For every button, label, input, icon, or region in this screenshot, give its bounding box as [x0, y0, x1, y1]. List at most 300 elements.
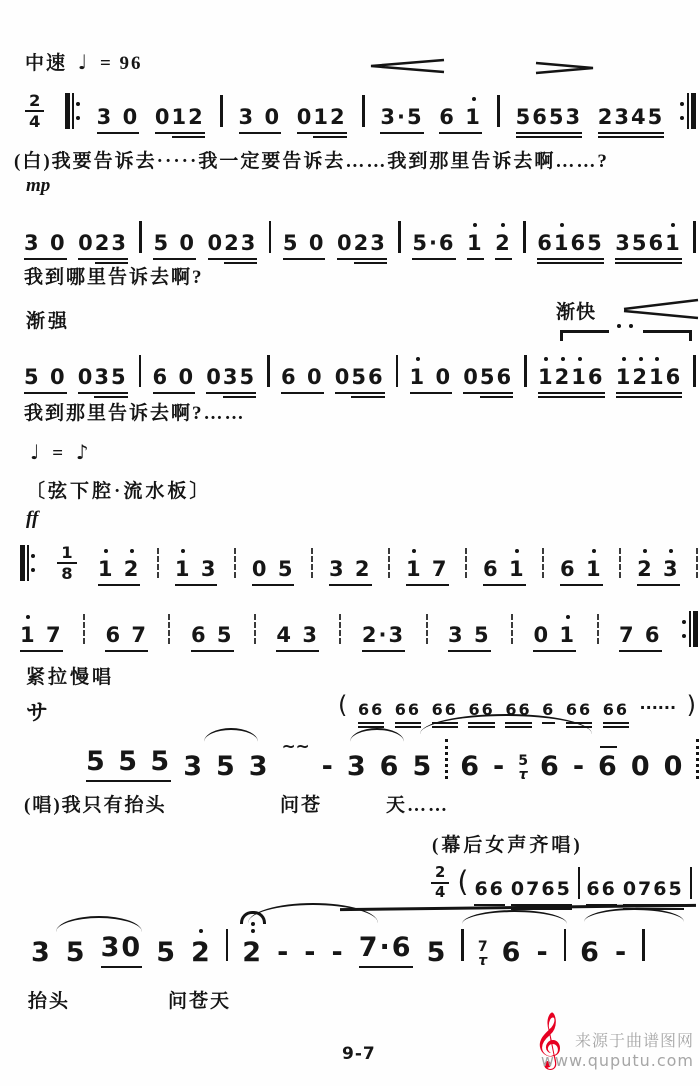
note-digit: 5	[426, 936, 448, 968]
note-digit: 5	[515, 104, 533, 129]
note-digit: 6	[565, 699, 579, 719]
barline	[642, 929, 645, 961]
note-digit	[269, 557, 278, 581]
note-digit: 6	[379, 750, 401, 782]
note-digit: 6	[438, 230, 456, 255]
barline	[362, 95, 365, 127]
note-digits	[580, 937, 601, 968]
note-digit: 1	[171, 104, 189, 129]
music-line-3	[24, 348, 696, 394]
barline-part	[27, 545, 29, 581]
note-digit: 1	[313, 104, 330, 129]
note-digit: 7	[638, 878, 654, 901]
parenthesis: (	[338, 691, 348, 719]
dashed-barline	[168, 614, 170, 644]
note-digits	[533, 623, 576, 652]
note-digit: 0	[622, 878, 639, 901]
note-digits	[502, 937, 523, 968]
grace-note-lower: τ	[518, 766, 528, 783]
note-digit: 6	[407, 699, 422, 719]
dashed-barline	[388, 548, 390, 578]
note	[24, 365, 67, 394]
note-digit: 5	[65, 936, 87, 968]
barline	[139, 221, 142, 253]
note	[322, 751, 335, 782]
note-digit: 6	[602, 699, 616, 719]
note	[98, 557, 141, 586]
note-digit: 1	[586, 557, 603, 581]
note-digits	[511, 879, 572, 906]
high-octave-dot	[639, 357, 643, 361]
high-octave-dot	[412, 549, 416, 553]
note-digits	[448, 623, 491, 652]
note-digit: -	[493, 750, 507, 782]
note	[412, 751, 433, 782]
dashed-barline	[234, 548, 236, 578]
note	[623, 878, 684, 906]
time-signature	[25, 92, 44, 130]
note	[97, 105, 140, 134]
note-digit: 5	[24, 364, 41, 389]
note-digit: 3	[615, 230, 632, 255]
note-digit: 3	[24, 230, 41, 255]
banqiang-label: 〔弦下腔·流水板〕	[26, 481, 212, 502]
note	[31, 937, 52, 968]
note-digit: -	[321, 750, 335, 782]
note	[463, 365, 480, 394]
note	[329, 557, 372, 586]
note-digit: 6	[537, 230, 554, 255]
note-digit	[456, 105, 465, 129]
high-octave-dot	[622, 357, 626, 361]
note-digits	[412, 751, 433, 782]
note-digit	[654, 557, 663, 581]
note-digits	[20, 623, 63, 652]
note-digit	[465, 623, 474, 647]
grace-note	[518, 755, 528, 782]
note-digits	[337, 231, 354, 260]
note	[619, 623, 662, 652]
note-digit: 6	[615, 699, 629, 719]
note-digit: 7	[358, 931, 380, 963]
note-digit: 7	[431, 556, 449, 581]
note-digit: 0	[251, 556, 269, 581]
note-digit	[170, 231, 179, 255]
note-digit: 4	[631, 104, 648, 129]
barline	[693, 221, 696, 253]
note-digits	[412, 231, 455, 260]
note-digits	[156, 937, 177, 968]
tempo-marking	[25, 48, 143, 75]
note	[598, 105, 665, 134]
lyric-line-4c: 天……	[386, 795, 450, 816]
note-digits	[94, 365, 127, 394]
note-digits	[637, 557, 680, 586]
note-digit: -	[536, 936, 550, 968]
note-digit: 6	[598, 750, 619, 782]
note-digits	[223, 365, 256, 394]
note-digit: 6	[474, 878, 490, 901]
note-digits	[616, 365, 683, 394]
note-digit: 6	[483, 556, 500, 581]
note	[78, 231, 95, 260]
note-digit: 5	[86, 745, 107, 777]
note-digit	[37, 623, 46, 647]
eighth-note-icon: ♪	[75, 440, 91, 464]
note-digits	[467, 231, 484, 260]
note-digit: 0	[207, 230, 225, 255]
note-digits	[351, 365, 384, 394]
note-digits	[24, 365, 67, 394]
note-digits	[664, 751, 685, 782]
note-digits	[335, 365, 352, 394]
beam-group	[155, 105, 205, 134]
time-sig-numerator: 2	[431, 865, 449, 884]
note-digit	[107, 746, 118, 777]
note-digits	[322, 751, 335, 782]
music-line-2	[24, 214, 696, 260]
note-digit: 5	[473, 622, 491, 647]
note	[359, 932, 413, 968]
dashed-barline	[696, 548, 698, 578]
note-digit: 2	[353, 230, 371, 255]
note-digit: 6	[532, 104, 549, 129]
note-digit: ·	[428, 230, 439, 255]
high-octave-dot	[578, 357, 582, 361]
note-digits	[249, 751, 270, 782]
note	[153, 365, 196, 394]
note-digit: 5	[150, 745, 172, 777]
note-digit: 0	[154, 104, 172, 129]
note-digit	[169, 365, 178, 389]
note-digit: 3	[328, 556, 346, 581]
note-digit: 0	[264, 104, 282, 129]
high-octave-dot	[416, 357, 420, 361]
note-digit	[500, 557, 509, 581]
high-octave-dot	[251, 929, 255, 933]
grace-note	[478, 941, 488, 968]
simile-bracket	[560, 330, 692, 339]
note	[224, 231, 257, 260]
lyric-line-4a: (唱)我只有抬头	[24, 795, 167, 816]
note-digit: 1	[571, 365, 588, 389]
note-digits	[619, 623, 662, 652]
note-digit: 6	[541, 878, 557, 901]
lyric-line-3: 我到那里告诉去啊?……	[24, 403, 246, 424]
note-digit: 5	[239, 364, 257, 389]
barline-part	[65, 93, 70, 129]
high-octave-dot	[669, 549, 673, 553]
repeat-end-barline	[682, 611, 698, 647]
note-digits	[153, 365, 196, 394]
note-digit: 1	[616, 365, 633, 389]
note-digits	[538, 365, 605, 394]
note-digit: 6	[371, 699, 385, 719]
note-with-fermata	[242, 937, 263, 968]
note-digits	[362, 623, 405, 652]
note-digit: 6	[105, 622, 123, 647]
note	[439, 105, 482, 134]
note-digit: 5	[216, 622, 234, 647]
music-line-1	[20, 88, 696, 134]
accelerando-label: 渐快	[556, 302, 597, 323]
note-digits	[31, 937, 52, 968]
note-digit: 6	[489, 878, 505, 901]
sanban-mark: サ	[26, 700, 52, 725]
note-digit: -	[572, 750, 587, 782]
barline	[269, 221, 272, 253]
tempo-equivalence	[26, 440, 95, 465]
note-digit: 3	[370, 230, 387, 255]
note-digits	[153, 231, 196, 260]
note-digit: 2	[495, 231, 512, 255]
note	[540, 751, 561, 782]
barline-part	[682, 616, 687, 642]
jinla-manchang-label: 紧拉慢唱	[26, 667, 115, 688]
note	[467, 231, 484, 260]
barline-part	[72, 93, 74, 129]
beam-group	[206, 365, 256, 394]
note-digit: 5	[412, 230, 429, 255]
note	[239, 105, 282, 134]
note-digits	[78, 231, 95, 260]
note-digit: 1	[20, 623, 37, 647]
note	[560, 557, 603, 586]
note	[493, 751, 506, 782]
crescendo-hairpin-icon	[368, 58, 446, 74]
note-digit: 6	[580, 936, 601, 968]
decrescendo-hairpin-icon	[534, 61, 596, 75]
note-digit: 6	[431, 699, 445, 719]
note	[191, 937, 212, 968]
note-digits	[380, 105, 423, 134]
note	[24, 231, 67, 260]
note-digit: 3	[565, 104, 583, 129]
note	[337, 231, 354, 260]
lyric-line-1: (白)我要告诉去·····我一定要告诉去……我到那里告诉去啊……?	[14, 151, 609, 172]
note-digit: 5	[351, 364, 368, 389]
note-digits	[24, 231, 67, 260]
note-digit: 2	[632, 365, 649, 389]
wavy-ornament-icon: ~~	[281, 736, 310, 756]
note-digit	[192, 557, 201, 581]
note	[86, 746, 171, 782]
note-digit: 0	[121, 931, 143, 963]
note	[495, 231, 512, 260]
note-digit: 5	[412, 750, 434, 782]
note	[95, 231, 128, 260]
chorus-music-line	[426, 860, 695, 906]
note-digit: 2	[124, 557, 141, 581]
note-digits	[410, 365, 453, 394]
note-digits	[598, 751, 619, 782]
high-octave-dot	[181, 549, 185, 553]
note	[448, 623, 491, 652]
note-digit: 5	[631, 230, 649, 255]
note	[427, 937, 448, 968]
note	[208, 231, 225, 260]
watermark-site-url: www.quputu.com	[540, 1051, 694, 1070]
note-digit: 0	[334, 364, 352, 389]
note-digit: 0	[306, 364, 324, 389]
time-sig-denominator: 4	[435, 884, 446, 901]
barline-part	[693, 611, 698, 647]
high-octave-dot	[544, 357, 548, 361]
high-octave-dot	[26, 615, 30, 619]
note-digit: 6	[540, 750, 561, 782]
note	[297, 105, 314, 134]
dashed-barline	[254, 614, 256, 644]
beam-group	[335, 365, 385, 394]
barline-part	[687, 93, 689, 129]
note	[94, 365, 127, 394]
note-digit: 1	[175, 557, 192, 581]
note-digit: 1	[467, 231, 484, 255]
barline-part	[31, 550, 36, 576]
slur	[350, 728, 404, 742]
note-digit	[41, 231, 50, 255]
note-digit: ·	[379, 931, 392, 963]
note	[281, 365, 324, 394]
note-digit	[298, 365, 307, 389]
beam-group	[78, 365, 128, 394]
note-digit	[577, 557, 586, 581]
high-octave-dot	[472, 97, 476, 101]
note-digits	[460, 751, 481, 782]
note	[603, 700, 629, 724]
note-digit: 5	[647, 104, 665, 129]
note-digit	[139, 746, 150, 777]
note-digit: 2	[361, 622, 379, 647]
note-digit: 2	[555, 365, 572, 389]
note-digits	[297, 105, 314, 134]
note-digit: 1	[665, 231, 682, 255]
note-digit: 6	[152, 364, 170, 389]
note-digit: 0	[463, 364, 480, 389]
note	[249, 751, 270, 782]
note-digits	[155, 105, 172, 134]
note-digits	[493, 751, 506, 782]
dynamic-mp: mp	[26, 175, 51, 196]
note-digit: 0	[308, 230, 326, 255]
parenthesis: )	[686, 691, 696, 719]
note-digit: 6	[653, 878, 669, 901]
note	[483, 557, 526, 586]
note-digit: 6	[587, 364, 605, 389]
note-digit: 5	[277, 556, 295, 581]
note-digit	[293, 623, 302, 647]
barline-part	[689, 611, 691, 647]
lyric-line-2: 我到哪里告诉去啊?	[24, 267, 204, 288]
lyric-line-5b: 问苍天	[168, 991, 232, 1012]
note-digit: 0	[296, 104, 314, 129]
note-digits	[208, 231, 225, 260]
note-digit: 5	[111, 364, 128, 389]
note-digits	[239, 105, 282, 134]
note-digits	[277, 937, 290, 968]
note-digit: 0	[77, 364, 95, 389]
note-digits	[304, 937, 317, 968]
note-digit: 1	[649, 365, 666, 389]
note-digits	[191, 623, 234, 652]
grace-note-upper: 5	[518, 753, 529, 770]
note	[664, 751, 685, 782]
barline	[693, 355, 696, 387]
high-octave-dot	[643, 549, 647, 553]
note-digit: 0	[336, 230, 354, 255]
note	[354, 231, 387, 260]
grace-note-upper: 7	[477, 939, 488, 956]
note-digit: 6	[394, 699, 408, 719]
note-digits	[172, 105, 205, 134]
note	[156, 937, 177, 968]
beam-group	[78, 231, 128, 260]
barline	[564, 929, 567, 961]
note-digit: 0	[179, 230, 196, 255]
grace-note-lower: τ	[478, 952, 488, 969]
lyric-line-5a: 抬头	[28, 991, 71, 1012]
note-digit: 0	[630, 750, 652, 782]
repeat-begin-barline	[20, 545, 36, 581]
note-digits	[276, 623, 319, 652]
note-digits	[97, 105, 140, 134]
note	[615, 231, 682, 260]
high-octave-dot	[671, 223, 675, 227]
note-digits	[332, 937, 345, 968]
note-digit: 3	[200, 556, 218, 581]
note	[283, 231, 326, 260]
note-digits	[283, 231, 326, 260]
barline	[396, 355, 399, 387]
note-digits	[439, 105, 482, 134]
note	[380, 105, 423, 134]
note-digit: 5	[556, 878, 572, 901]
note-digit: 2	[242, 937, 263, 968]
note-digit: 6	[644, 622, 662, 647]
note-digits	[598, 105, 665, 134]
dashed-barline	[311, 548, 313, 578]
note-digit	[300, 231, 309, 255]
note-digits	[101, 932, 143, 968]
music-line-5	[20, 606, 698, 652]
note	[153, 231, 196, 260]
note-digit: ·	[378, 622, 389, 647]
note-digit: 6	[391, 931, 413, 963]
barline	[524, 355, 527, 387]
note	[460, 751, 481, 782]
note-digit: 3	[448, 622, 465, 647]
dot-icon	[617, 324, 621, 328]
note-digits	[406, 557, 449, 586]
note-digits	[615, 937, 628, 968]
note-digit: 0	[435, 364, 453, 389]
tie	[248, 903, 378, 923]
dashed-barline	[426, 614, 428, 644]
note-digit: -	[331, 936, 345, 968]
dynamic-ff: ff	[26, 508, 39, 529]
barline	[461, 929, 464, 961]
high-octave-dot	[104, 549, 108, 553]
note-digits	[281, 365, 324, 394]
note-digit: 6	[560, 556, 577, 581]
note-digit: 3	[96, 104, 114, 129]
parenthesis: (	[457, 864, 469, 898]
note-digits	[95, 231, 128, 260]
note-digits	[463, 365, 480, 394]
note	[277, 937, 290, 968]
dotted-barline	[445, 739, 448, 779]
note-digit	[113, 105, 122, 129]
